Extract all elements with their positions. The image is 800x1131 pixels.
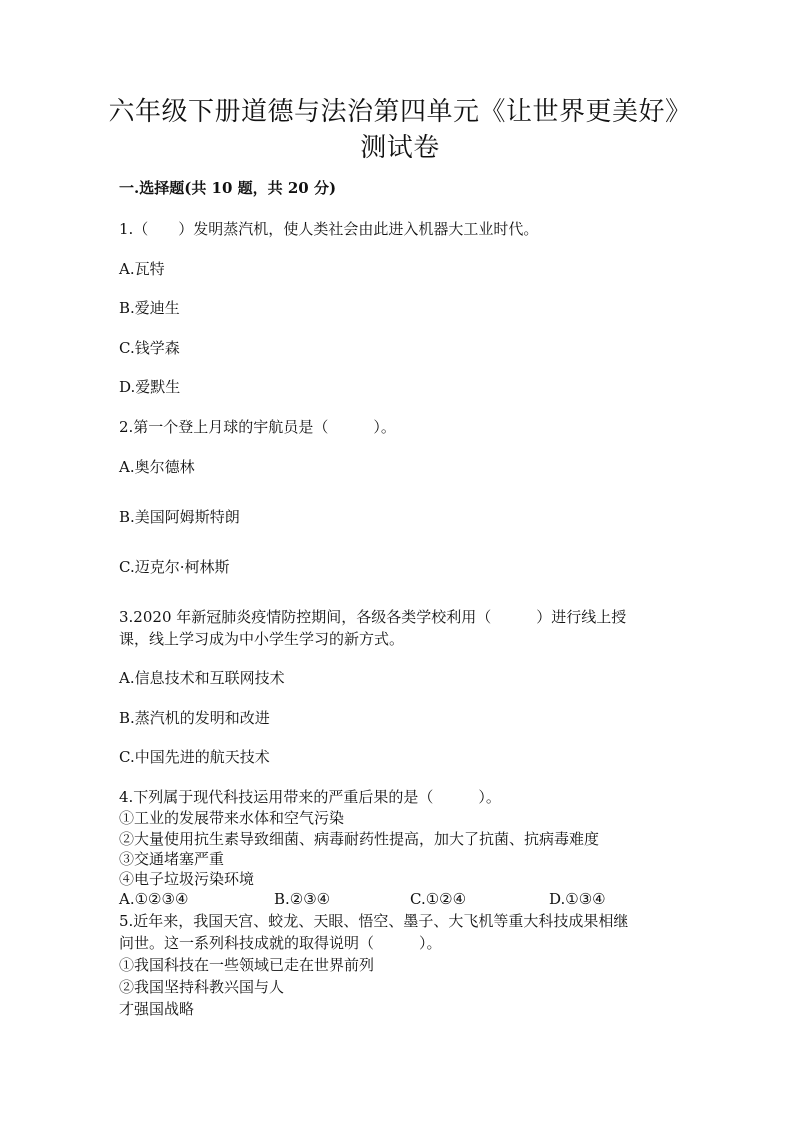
question-4-statement-2: ②大量使用抗生素导致细菌、病毒耐药性提高，加大了抗菌、抗病毒难度 xyxy=(119,830,600,848)
question-3-stem-line-2: 课，线上学习成为中小学生学习的新方式。 xyxy=(119,630,405,648)
question-3-option-c: C.中国先进的航天技术 xyxy=(119,748,270,766)
question-2-stem: 2.第一个登上月球的宇航员是（ ）。 xyxy=(119,418,396,436)
question-5-stem-line-1: 5.近年来，我国天宫、蛟龙、天眼、悟空、墨子、大飞机等重大科技成果相继 xyxy=(119,912,629,930)
question-1-option-a: A.瓦特 xyxy=(119,260,165,278)
question-1-option-d: D.爱默生 xyxy=(119,378,181,396)
question-4-stem: 4.下列属于现代科技运用带来的严重后果的是（ ）。 xyxy=(119,788,501,806)
question-5-statement-2-cont: 才强国战略 xyxy=(119,1000,195,1018)
question-4-statement-3: ③交通堵塞严重 xyxy=(119,850,225,868)
question-3-stem-line-1: 3.2020 年新冠肺炎疫情防控期间，各级各类学校利用（ ）进行线上授 xyxy=(119,608,627,626)
question-3-option-b: B.蒸汽机的发明和改进 xyxy=(119,709,270,727)
question-1-option-c: C.钱学森 xyxy=(119,339,180,357)
question-2-option-c: C.迈克尔·柯林斯 xyxy=(119,558,230,576)
question-4-options xyxy=(119,888,679,910)
question-4-statement-4: ④电子垃圾污染环境 xyxy=(119,870,255,888)
document-title: 六年级下册道德与法治第四单元《让世界更美好》 xyxy=(108,97,692,127)
question-2-option-a: A.奥尔德林 xyxy=(119,458,195,476)
question-4-option-b: B.②③④ xyxy=(274,890,331,908)
question-4-statement-1: ①工业的发展带来水体和空气污染 xyxy=(119,809,345,827)
question-5-statement-2: ②我国坚持科教兴国与人 xyxy=(119,978,285,996)
question-2-option-b: B.美国阿姆斯特朗 xyxy=(119,508,240,526)
question-1-option-b: B.爱迪生 xyxy=(119,299,180,317)
question-4-option-c: C.①②④ xyxy=(410,890,467,908)
question-3-option-a: A.信息技术和互联网技术 xyxy=(119,669,285,687)
question-4-option-a: A.①②③④ xyxy=(119,890,189,908)
question-5-stem-line-2: 问世。这一系列科技成就的取得说明（ ）。 xyxy=(119,934,442,952)
document-subtitle: 测试卷 xyxy=(360,133,440,163)
question-4-option-d: D.①③④ xyxy=(549,890,606,908)
question-1-stem: 1.（ ）发明蒸汽机，使人类社会由此进入机器大工业时代。 xyxy=(119,220,539,238)
section-heading: 一.选择题(共 10 题，共 20 分) xyxy=(119,179,337,197)
question-5-statement-1: ①我国科技在一些领域已走在世界前列 xyxy=(119,956,375,974)
